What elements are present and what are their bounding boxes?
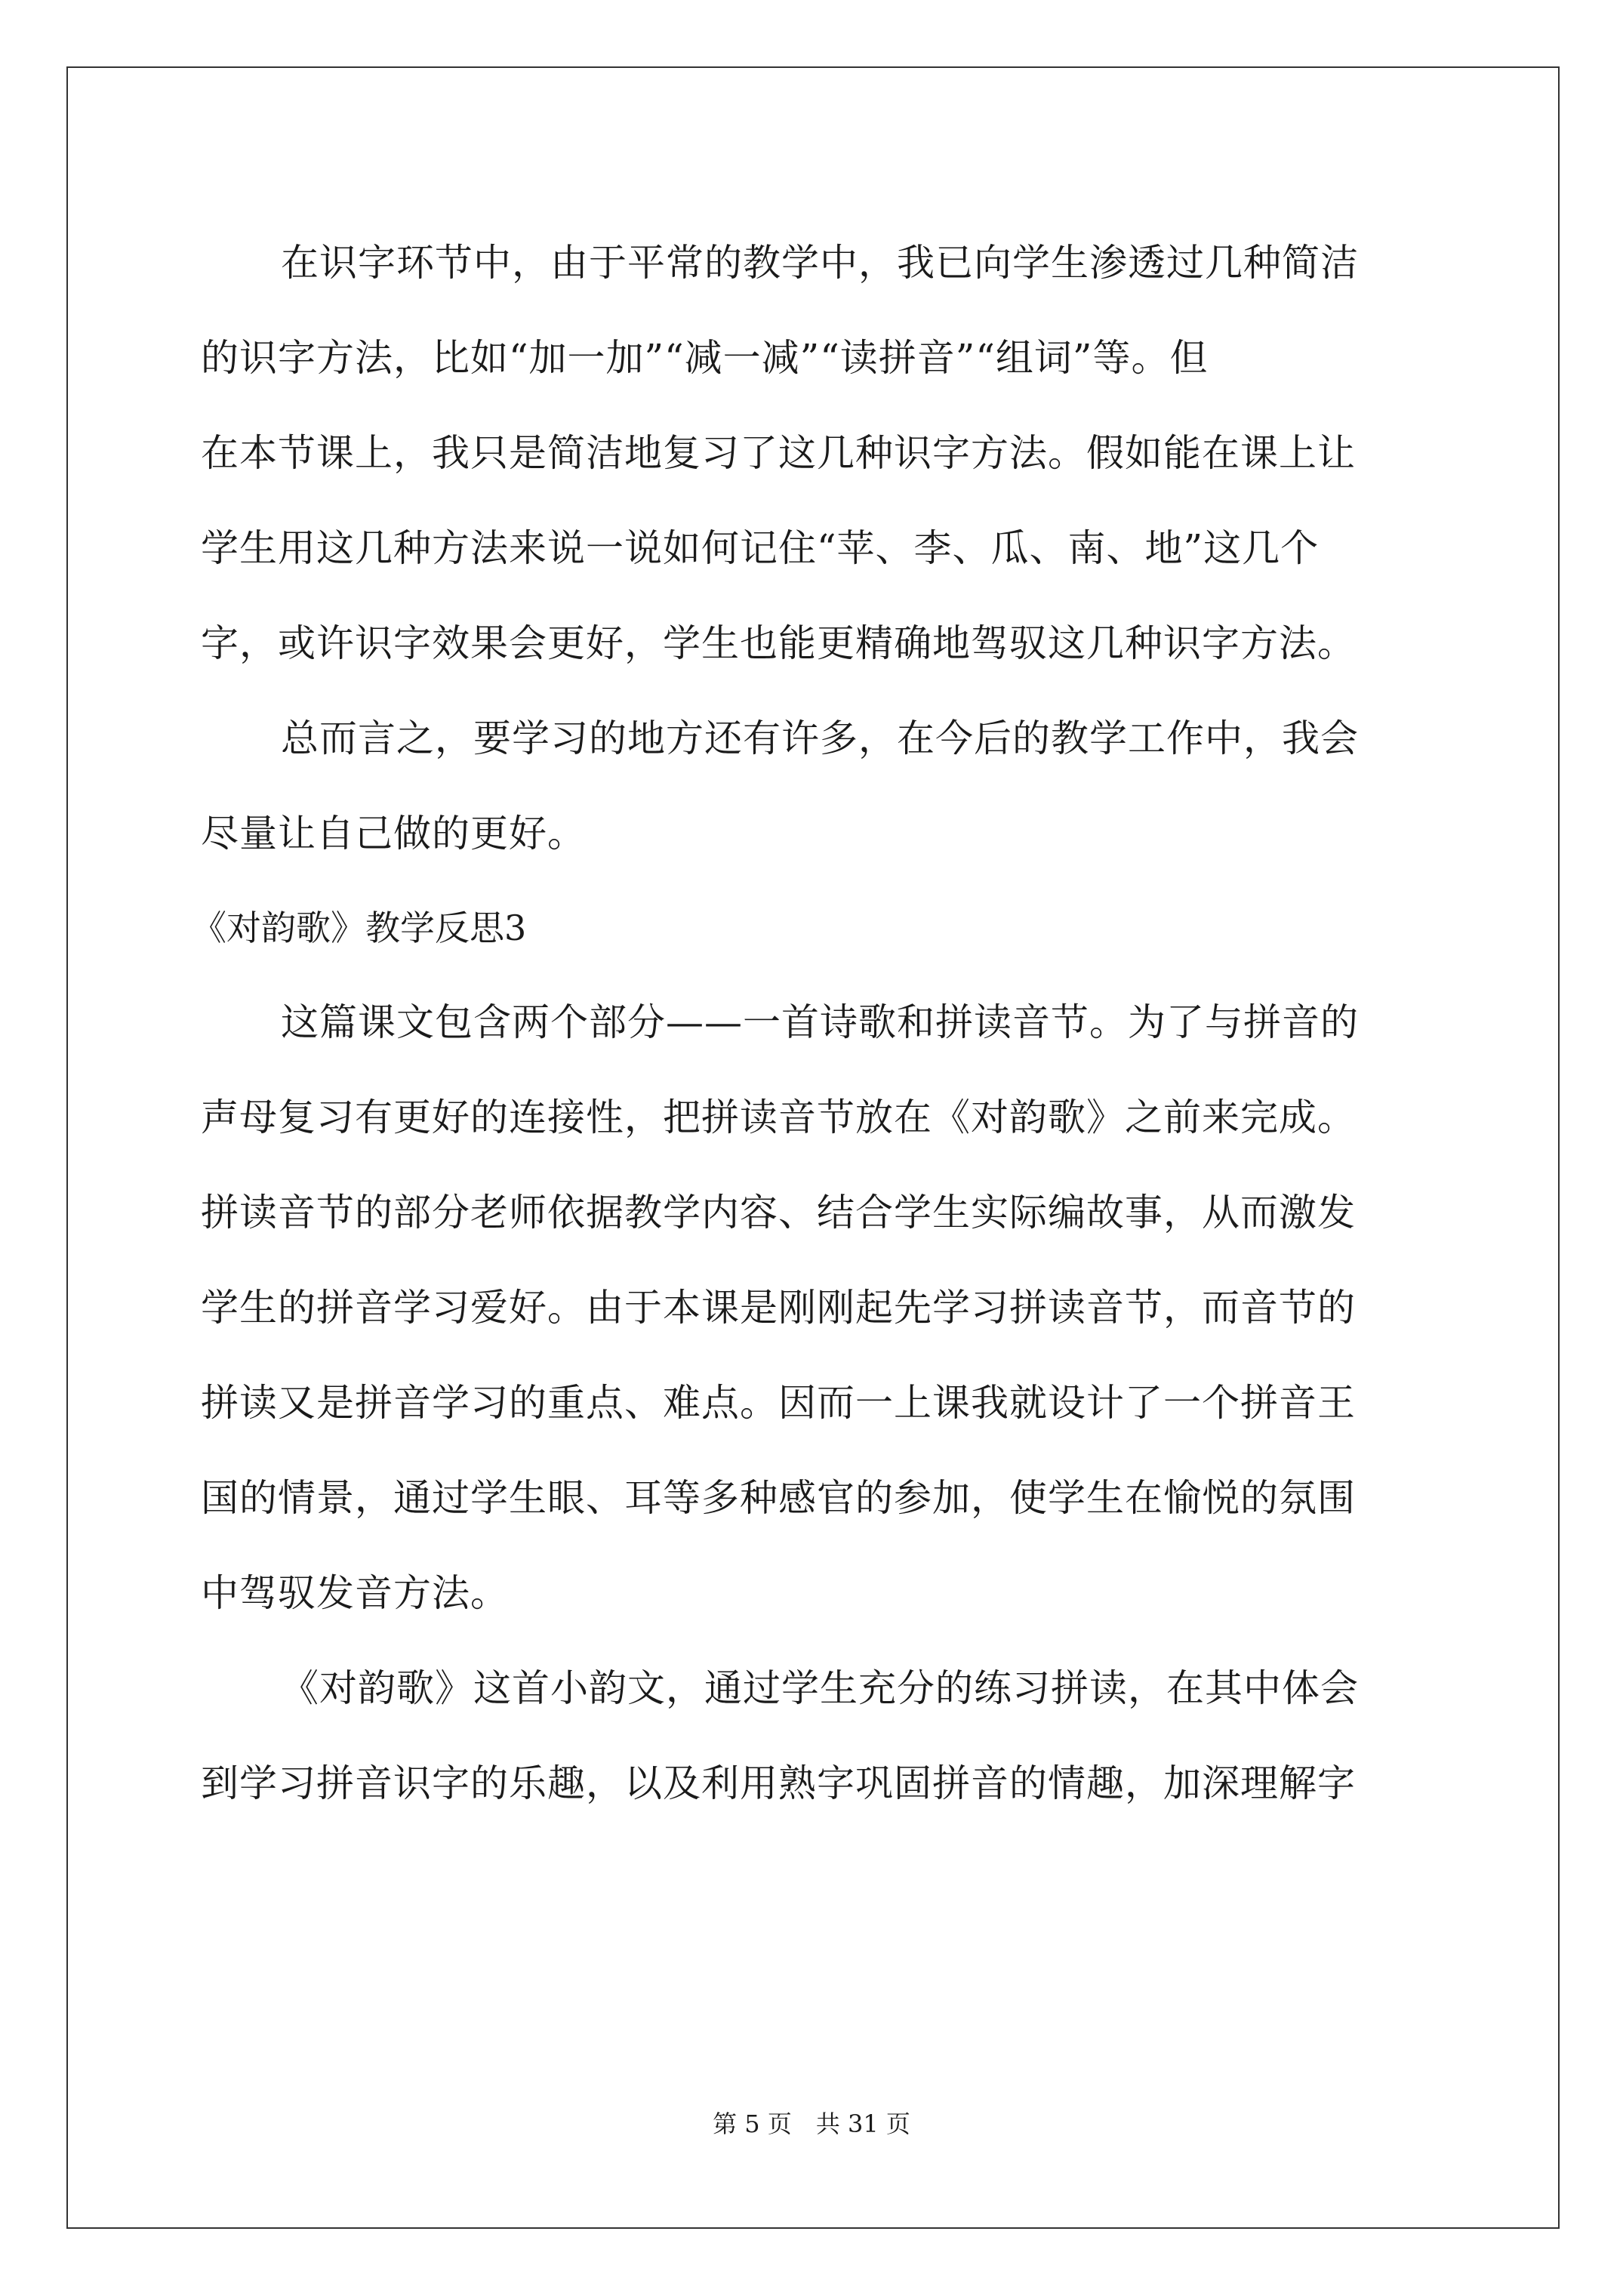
paragraph-line: 字，或许识字效果会更好，学生也能更精确地驾驭这几种识字方法。 — [201, 621, 1356, 665]
paragraph-line: 总而言之，要学习的地方还有许多，在今后的教学工作中，我会 — [281, 717, 1359, 760]
paragraph-line: 声母复习有更好的连接性，把拼读音节放在《对韵歌》之前来完成。 — [201, 1096, 1356, 1139]
paragraph-line: 拼读音节的部分老师依据教学内容、结合学生实际编故事，从而激发 — [201, 1191, 1356, 1234]
paragraph-line: 《对韵歌》这首小韵文，通过学生充分的练习拼读，在其中体会 — [281, 1666, 1359, 1710]
paragraph-line: 这篇课文包含两个部分——一首诗歌和拼读音节。为了与拼音的 — [281, 1000, 1359, 1044]
document-body — [192, 215, 1424, 1831]
paragraph-line: 学生用这几种方法来说一说如何记住“苹、李、瓜、南、地”这几个 — [201, 526, 1320, 570]
paragraph-line: 尽量让自己做的更好。 — [201, 812, 586, 855]
paragraph-line: 拼读又是拼音学习的重点、难点。因而一上课我就设计了一个拼音王 — [201, 1381, 1356, 1425]
paragraph-line: 到学习拼音识字的乐趣，以及利用熟字巩固拼音的情趣，加深理解字 — [201, 1761, 1356, 1805]
paragraph-line: 在本节课上，我只是简洁地复习了这几种识字方法。假如能在课上让 — [201, 431, 1356, 475]
paragraph-line: 的识字方法，比如“加一加”“减一减”“读拼音”“组词”等。但 — [201, 336, 1209, 380]
page-number: 第 5 页 共 31 页 — [713, 2110, 910, 2138]
paragraph-line: 在识字环节中，由于平常的教学中，我已向学生渗透过几种简洁 — [281, 241, 1359, 285]
paragraph-line: 国的情景，通过学生眼、耳等多种感官的参加，使学生在愉悦的氛围 — [201, 1476, 1356, 1520]
paragraph-line: 学生的拼音学习爱好。由于本课是刚刚起先学习拼读音节，而音节的 — [201, 1286, 1356, 1330]
section-heading: 《对韵歌》教学反思3 — [192, 908, 527, 948]
paragraph-line: 中驾驭发音方法。 — [201, 1571, 509, 1615]
